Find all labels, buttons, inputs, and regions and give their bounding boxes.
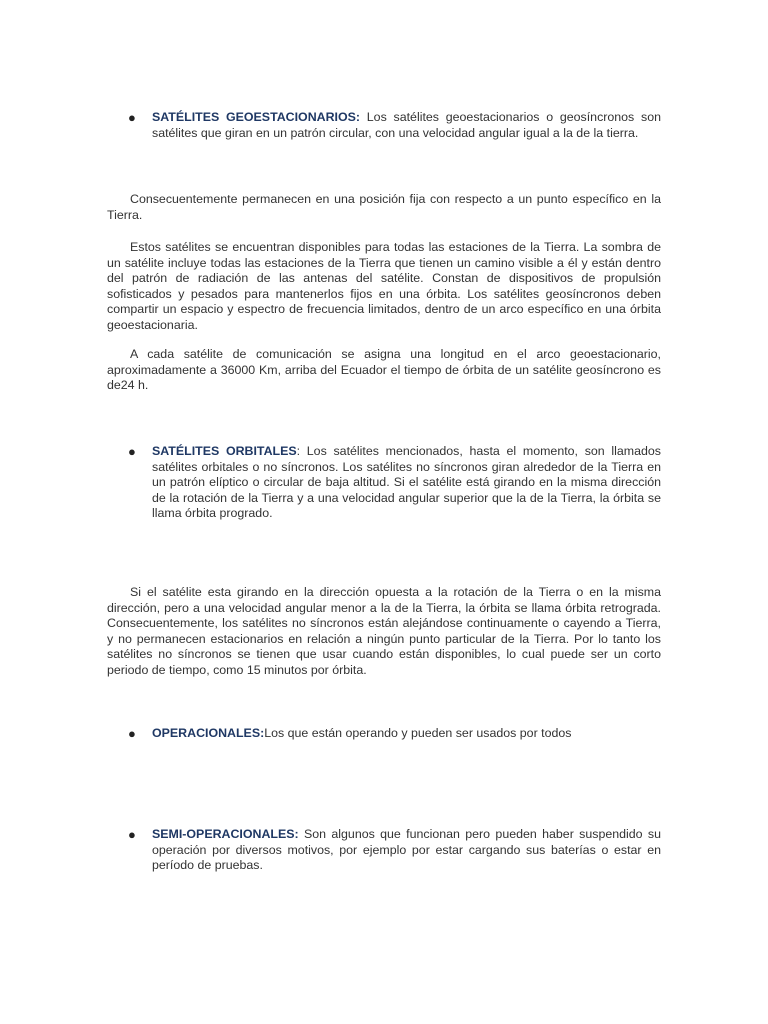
paragraph-text: Consecuentemente permanecen en una posición fija con respecto a un punto específico en la Tierra. bbox=[107, 192, 661, 222]
bullet-dot: ● bbox=[128, 110, 136, 125]
term-semi-operacionales: SEMI-OPERACIONALES: bbox=[152, 827, 299, 841]
bullet-dot: ● bbox=[128, 827, 136, 842]
bullet-item-semi-operacionales bbox=[128, 827, 661, 874]
paragraph-longitud bbox=[107, 347, 661, 394]
definition-semi-operacionales: Son algunos que funcionan pero pueden haber suspendido su operación por diversos motivos, por ejemplo por estar cargando sus baterías o estar en período de pruebas. bbox=[152, 827, 661, 873]
paragraph-posicion-fija bbox=[107, 192, 661, 223]
bullet-dot: ● bbox=[128, 726, 136, 741]
term-geoestacionarios: SATÉLITES GEOESTACIONARIOS: bbox=[152, 110, 361, 124]
bullet-dot: ● bbox=[128, 444, 136, 459]
paragraph-text: Si el satélite esta girando en la dirección opuesta a la rotación de la Tierra o en la misma dirección, pero a una velocidad angular menor a la de la Tierra, la órbita se llama órbita retrograda. Consecuentemente, los satélites no síncronos están alejándose continuamente o cayendo a Tierra, y no permanecen estacionarios en relación a ningún punto particular de la Tierra. Por lo tanto los satélites no síncronos se tienen que usar cuando están disponibles, lo cual puede ser un corto periodo de tiempo, como 15 minutos por órbita. bbox=[107, 585, 661, 677]
paragraph-disponibles bbox=[107, 240, 661, 334]
bullet-item-geoestacionarios bbox=[128, 110, 661, 141]
definition-geoestacionarios: Los satélites geoestacionarios o geosíncronos son satélites que giran en un patrón circular, con una velocidad angular igual a la de la tierra. bbox=[152, 110, 661, 140]
definition-operacionales: Los que están operando y pueden ser usados por todos bbox=[264, 726, 572, 740]
bullet-item-operacionales bbox=[128, 726, 661, 742]
paragraph-text: A cada satélite de comunicación se asigna una longitud en el arco geoestacionario, aproximadamente a 36000 Km, arriba del Ecuador el tiempo de órbita de un satélite geosíncrono es de24 h. bbox=[107, 347, 661, 393]
term-orbitales: SATÉLITES ORBITALES bbox=[152, 444, 297, 458]
term-operacionales: OPERACIONALES: bbox=[152, 726, 265, 740]
paragraph-text: Estos satélites se encuentran disponibles para todas las estaciones de la Tierra. La sombra de un satélite incluye todas las estaciones de la Tierra que tienen un camino visible a él y están dentro del patrón de radiación de las antenas del satélite. Constan de dispositivos de propulsión sofisticados y pesados para mantenerlos fijos en una órbita. Los satélites geosíncronos deben compartir un espacio y espectro de frecuencia limitados, dentro de un arco específico en una órbita geoestacionaria. bbox=[107, 240, 661, 332]
definition-orbitales: : Los satélites mencionados, hasta el momento, son llamados satélites orbitales o no síncronos. Los satélites no síncronos giran alrededor de la Tierra en un patrón elíptico o circular de baja altitud. Si el satélite está girando en la misma dirección de la rotación de la Tierra y a una velocidad angular superior que la de la Tierra, la órbita se llama órbita progrado. bbox=[152, 444, 661, 521]
paragraph-retrograda bbox=[107, 585, 661, 679]
bullet-item-orbitales bbox=[128, 444, 661, 522]
